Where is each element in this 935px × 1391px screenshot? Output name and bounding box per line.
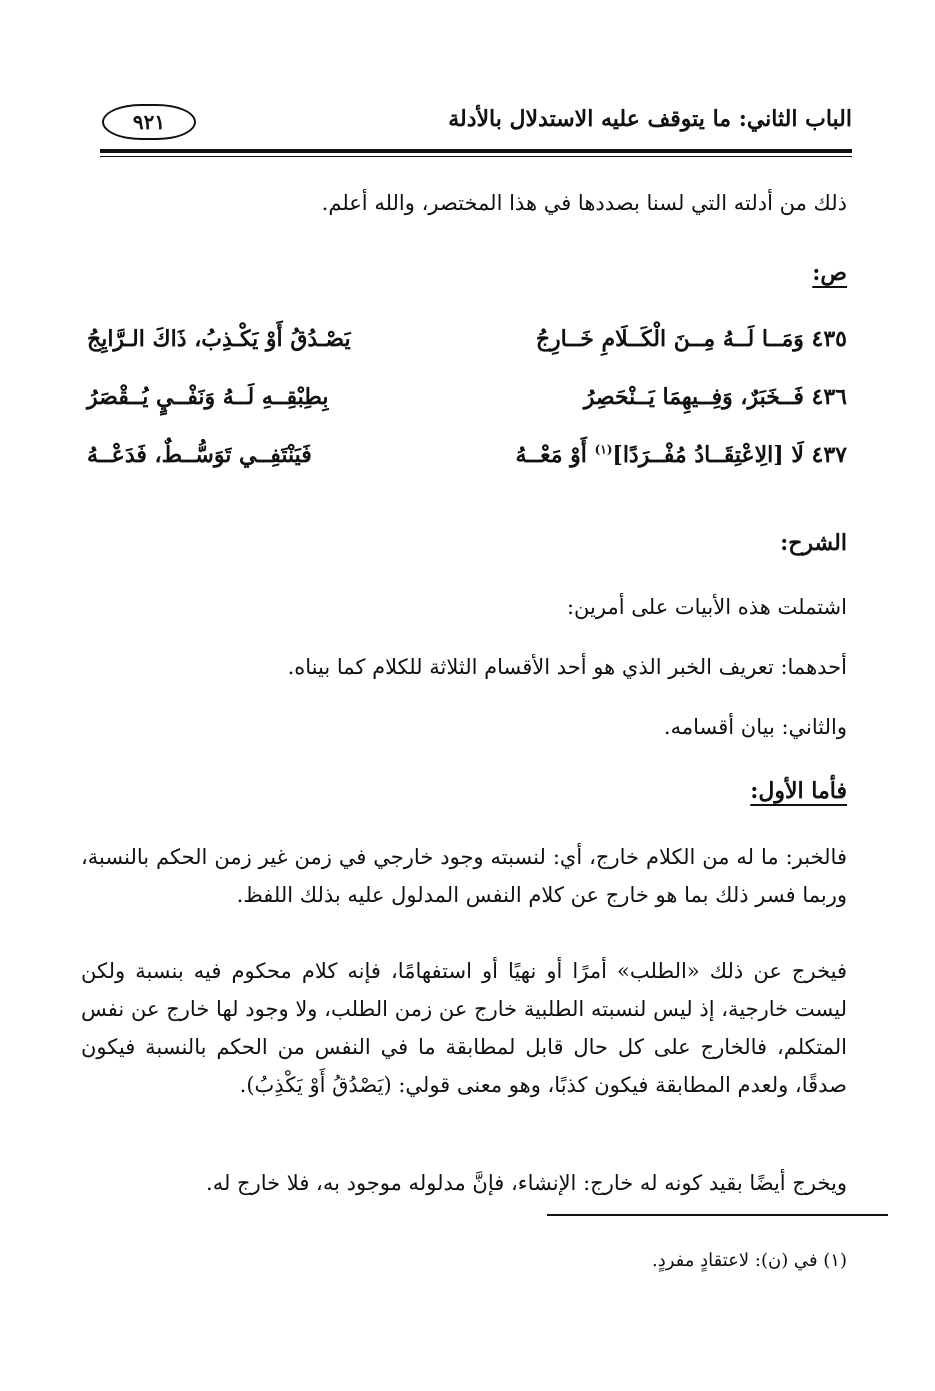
commentary-label-wrap bbox=[780, 528, 847, 558]
commentary-line: اشتملت هذه الأبيات على أمرين: bbox=[566, 595, 847, 619]
text-label: ص: bbox=[812, 260, 847, 286]
verse-second-hemistich: يَصْـدُقُ أَوْ يَكْـذِبُ، ذَاكَ الـرَّايِجُ bbox=[87, 326, 351, 352]
chapter-title: الباب الثاني: ما يتوقف عليه الاستدلال بالأدلة bbox=[448, 106, 852, 132]
text-label-wrap bbox=[812, 258, 847, 288]
header-rule-thick bbox=[100, 149, 852, 153]
paragraph: ويخرج أيضًا بقيد كونه له خارج: الإنشاء، فإنَّ مدلوله موجود به، فلا خارج له. bbox=[206, 1171, 847, 1195]
verse-second-hemistich: بِطِبْقِــهِ لَــهُ وَنَفْــيٍ يُــقْصَرُ bbox=[87, 384, 329, 410]
verse-first-end: أَوْ مَعْــهُ bbox=[515, 442, 595, 468]
verse-row bbox=[87, 442, 847, 482]
footnote: (١) في (ن): لاعتقادٍ مفردٍ. bbox=[651, 1250, 847, 1271]
paragraph: فيخرج عن ذلك «الطلب» أمرًا أو نهيًا أو استفهامًا، فإنه كلام محكوم فيه بنسبة ولكن ليست خارجية، إذ ليس لنسبته الطلبية خارج عن زمن الطلب، ولا وجود لها خارج عن نفس المتكلم، فالخارج على كل حال قابل لمطابقة ما في النفس من الحكم بالنسبة فيكون صدقًا، ولعدم المطابقة فيكون كذبًا، وهو معنى قولي: (يَصْدُقُ أَوْ يَكْذِبُ). bbox=[81, 959, 847, 1097]
verse-row bbox=[87, 384, 847, 424]
verse-first-hemistich: ٤٣٦ فَــخَبَرٌ، وَفِــيهِمَا يَــنْحَصِرُ bbox=[583, 384, 847, 410]
intro-line: ذلك من أدلته التي لسنا بصددها في هذا المختصر، والله أعلم. bbox=[321, 191, 847, 215]
page-number: ٩٢١ bbox=[102, 104, 196, 140]
commentary-label: الشرح: bbox=[780, 530, 847, 556]
verse-first-text: ٤٣٧ لَا [الِاعْتِقَــادُ مُفْــرَدًا] bbox=[612, 442, 847, 468]
commentary-line: والثاني: بيان أقسامه. bbox=[663, 715, 847, 739]
verse-second-hemistich: فَيَنْتَفِــي تَوَسُّــطٌ، فَدَعْــهُ bbox=[87, 442, 312, 468]
first-section-label: فأما الأول: bbox=[750, 778, 847, 804]
footnote-mark: (١) bbox=[594, 442, 613, 457]
footnote-rule bbox=[547, 1214, 888, 1216]
verse-first-hemistich bbox=[515, 442, 847, 468]
header-rule-thin bbox=[100, 156, 852, 157]
verse-row bbox=[87, 326, 847, 366]
first-label-wrap bbox=[750, 776, 847, 806]
commentary-line: أحدهما: تعريف الخبر الذي هو أحد الأقسام الثلاثة للكلام كما بيناه. bbox=[287, 655, 847, 679]
paragraph: فالخبر: ما له من الكلام خارج، أي: لنسبته وجود خارجي في زمن غير زمن الحكم بالنسبة، وربما فسر ذلك بما هو خارج عن كلام النفس المدلول عليه بذلك اللفظ. bbox=[81, 845, 847, 907]
running-header bbox=[100, 100, 852, 148]
verse-first-hemistich: ٤٣٥ وَمَــا لَــهُ مِــنَ الْكَــلَامِ خَــارِجُ bbox=[535, 326, 847, 352]
